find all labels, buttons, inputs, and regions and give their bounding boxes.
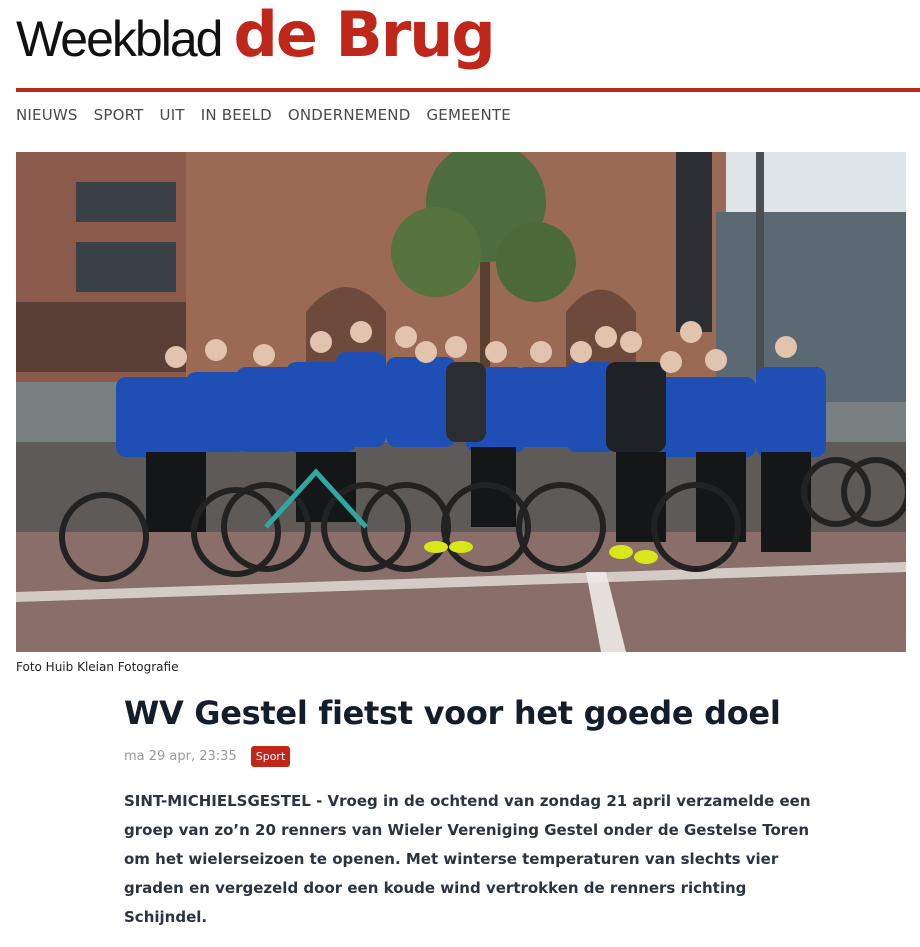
nav-item-nieuws[interactable]: NIEUWS — [16, 106, 78, 124]
article-hero-photo[interactable] — [16, 152, 906, 652]
nav-item-sport[interactable]: SPORT — [93, 106, 144, 124]
masthead — [16, 0, 920, 88]
masthead-divider — [16, 88, 920, 92]
cycling-team-photo — [16, 152, 906, 652]
nav-item-in-beeld[interactable]: IN BEELD — [200, 106, 272, 124]
article-title: WV Gestel fietst voor het goede doel — [124, 694, 781, 732]
logo-weekblad-text: Weekblad — [16, 11, 222, 67]
nav-item-uit[interactable]: UIT — [159, 106, 185, 124]
article-date: ma 29 apr, 23:35 — [124, 749, 237, 764]
nav-item-gemeente[interactable]: GEMEENTE — [426, 106, 511, 124]
category-badge[interactable]: Sport — [251, 746, 291, 767]
article-lead: SINT-MICHIELSGESTEL - Vroeg in de ochtend van zondag 21 april verzamelde een groep van zo’n 20 renners van Wieler Vereniging Gestel onder de Gestelse Toren om het wielerseizoen te openen. Met winterse temperaturen van slechts vier graden en vergezeld door een koude wind vertrokken de renners richting Schijndel. — [124, 792, 811, 926]
photo-caption: Foto Huib Kleian Fotografie — [16, 660, 179, 674]
article — [124, 694, 814, 947]
main-nav — [16, 106, 511, 124]
site-logo[interactable] — [16, 0, 494, 71]
nav-item-ondernemend[interactable]: ONDERNEMEND — [287, 106, 411, 124]
article-meta — [124, 746, 814, 767]
logo-de-brug-text: de Brug — [233, 0, 494, 71]
